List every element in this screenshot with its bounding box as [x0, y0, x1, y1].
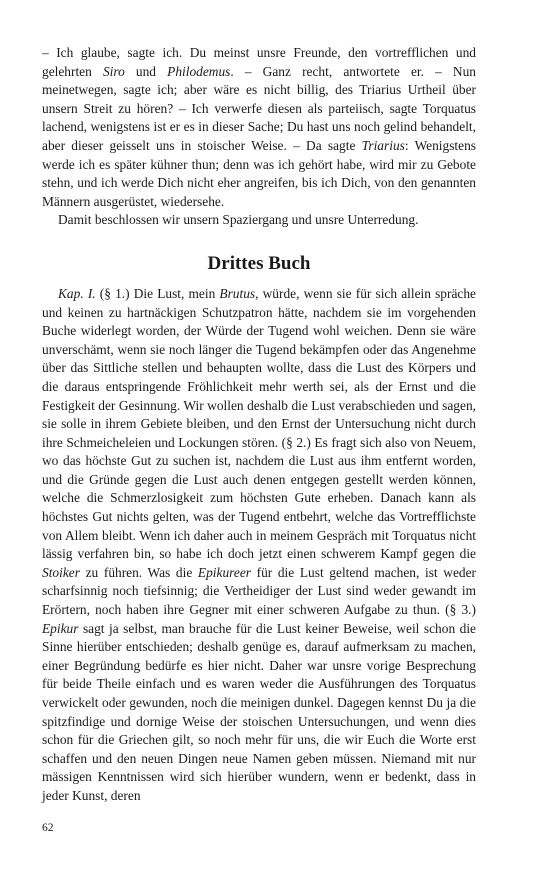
italic-name: Brutus	[219, 285, 256, 301]
italic-name: Epikureer	[197, 564, 251, 580]
italic-name: Kap. I.	[58, 285, 96, 301]
text-run: – Ich glaube, sagte ich. Du meinst unsre Freunde, den vortrefflichen und gelehrten	[42, 45, 476, 79]
text-run: , würde, wenn sie für sich allein spräche und keinen zu hartnäckigen Schutzpatron hätte, nachdem sie im vorgehenden Buche widerlegt worden, der Würde der Tugend wohl weichen. Denn sie wäre unverschämt, wenn sie noch länger die Tugend bekämpfen oder das Angenehme über das Sittliche stellen und behaupten wollte, dass die Lust des Körpers und die daraus entspringende Fröhlichkeit mehr werth sei, als der Ernst und die Festigkeit der Gesinnung. Wir wollen deshalb die Lust verabschieden und sagen, sie solle in ihrem Gebiete bleiben, und den Ernst der Untersuchung nicht durch ihre Schmeicheleien und Lockungen stören. (§ 2.) Es fragt sich also von Neuem, wo das höchste Gut zu suchen ist, nachdem die Lust aus ihm entfernt worden, und die Gründe gegen die Lust auch denen entgegen gestellt werden können, welche die Schmerzlosigkeit zum höchsten Gute erheben. Danach kann als höchstes Gut nichts gelten, was der Tugend entbehrt, welche das Vortrefflichste von Allem bleibt. Wenn ich daher auch in meinem Gespräch mit Torquatus nicht lässig verfahren bin, so habe ich doch jetzt einen schwerem Kampf gegen die	[42, 285, 476, 562]
text-run: für die Lust geltend machen, ist weder scharfsinnig noch tiefsinnig; die Vertheidiger der Lust sind weder gewandt im Erörtern, noch haben ihre Gegner mit einer schweren Aufgabe zu thun. (§ 3.)	[42, 564, 476, 618]
italic-name: Epikur	[42, 620, 79, 636]
italic-name: Stoiker	[42, 564, 80, 580]
text-run: zu führen. Was die	[79, 564, 198, 580]
text-run: : Wenigstens werde ich es später kühner thun; denn was ich gehört habe, wird mir zu Gebote stehn, und ich werde Dich nicht eher angreifen, bis ich Dich, von den genannten Männern ausgerüstet, wiedersehe.	[42, 137, 476, 209]
paragraph-chapter-one	[42, 285, 476, 806]
text-run: und	[124, 63, 168, 79]
chapter-heading: Drittes Buch	[207, 252, 311, 274]
text-run: . – Ganz recht, antwortete er. – Nun meinetwegen, sagte ich; aber wäre es nicht billig, des Triarius Urtheil über unsern Streit zu hören? – Ich verwerfe diesen als parteiisch, sagte Torquatus lachend, wenigstens ist er es in dieser Sache; Du hast uns noch gelind behandelt, aber dieser geisselt uns in stoischer Weise. – Da sagte	[42, 63, 476, 153]
italic-name: Triarius	[361, 137, 405, 153]
italic-name: Siro	[102, 63, 125, 79]
paragraph-closing: Damit beschlossen wir unsern Spaziergang und unsre Unterredung.	[58, 212, 419, 228]
paragraph-dialogue	[42, 44, 476, 211]
text-run: (§ 1.) Die Lust, mein	[95, 285, 220, 301]
italic-name: Philodemus	[167, 63, 231, 79]
text-block	[42, 44, 476, 806]
page-number: 62	[42, 822, 54, 834]
text-run: sagt ja selbst, man brauche für die Lust keiner Beweise, weil schon die Sinne hierüber entschieden; deshalb genüge es, darauf aufmerksam zu machen, einer Begründung bedürfe es hier nicht. Daher war unsre vorige Besprechung für beide Theile einfach und es waren weder die Ausführungen des Torquatus verwickelt oder gewunden, noch die meinigen dunkel. Dagegen kennst Du ja die spitzfindige und dornige Weise der stoischen Untersuchungen, und wenn dies schon für die Griechen gilt, so noch mehr für uns, die wir Euch die Worte erst schaffen und den neuen Dingen neue Namen geben müssen. Niemand mit nur mässigen Kenntnissen wird sich hierüber wundern, wenn er bedenkt, dass in jeder Kunst, deren	[42, 620, 476, 803]
